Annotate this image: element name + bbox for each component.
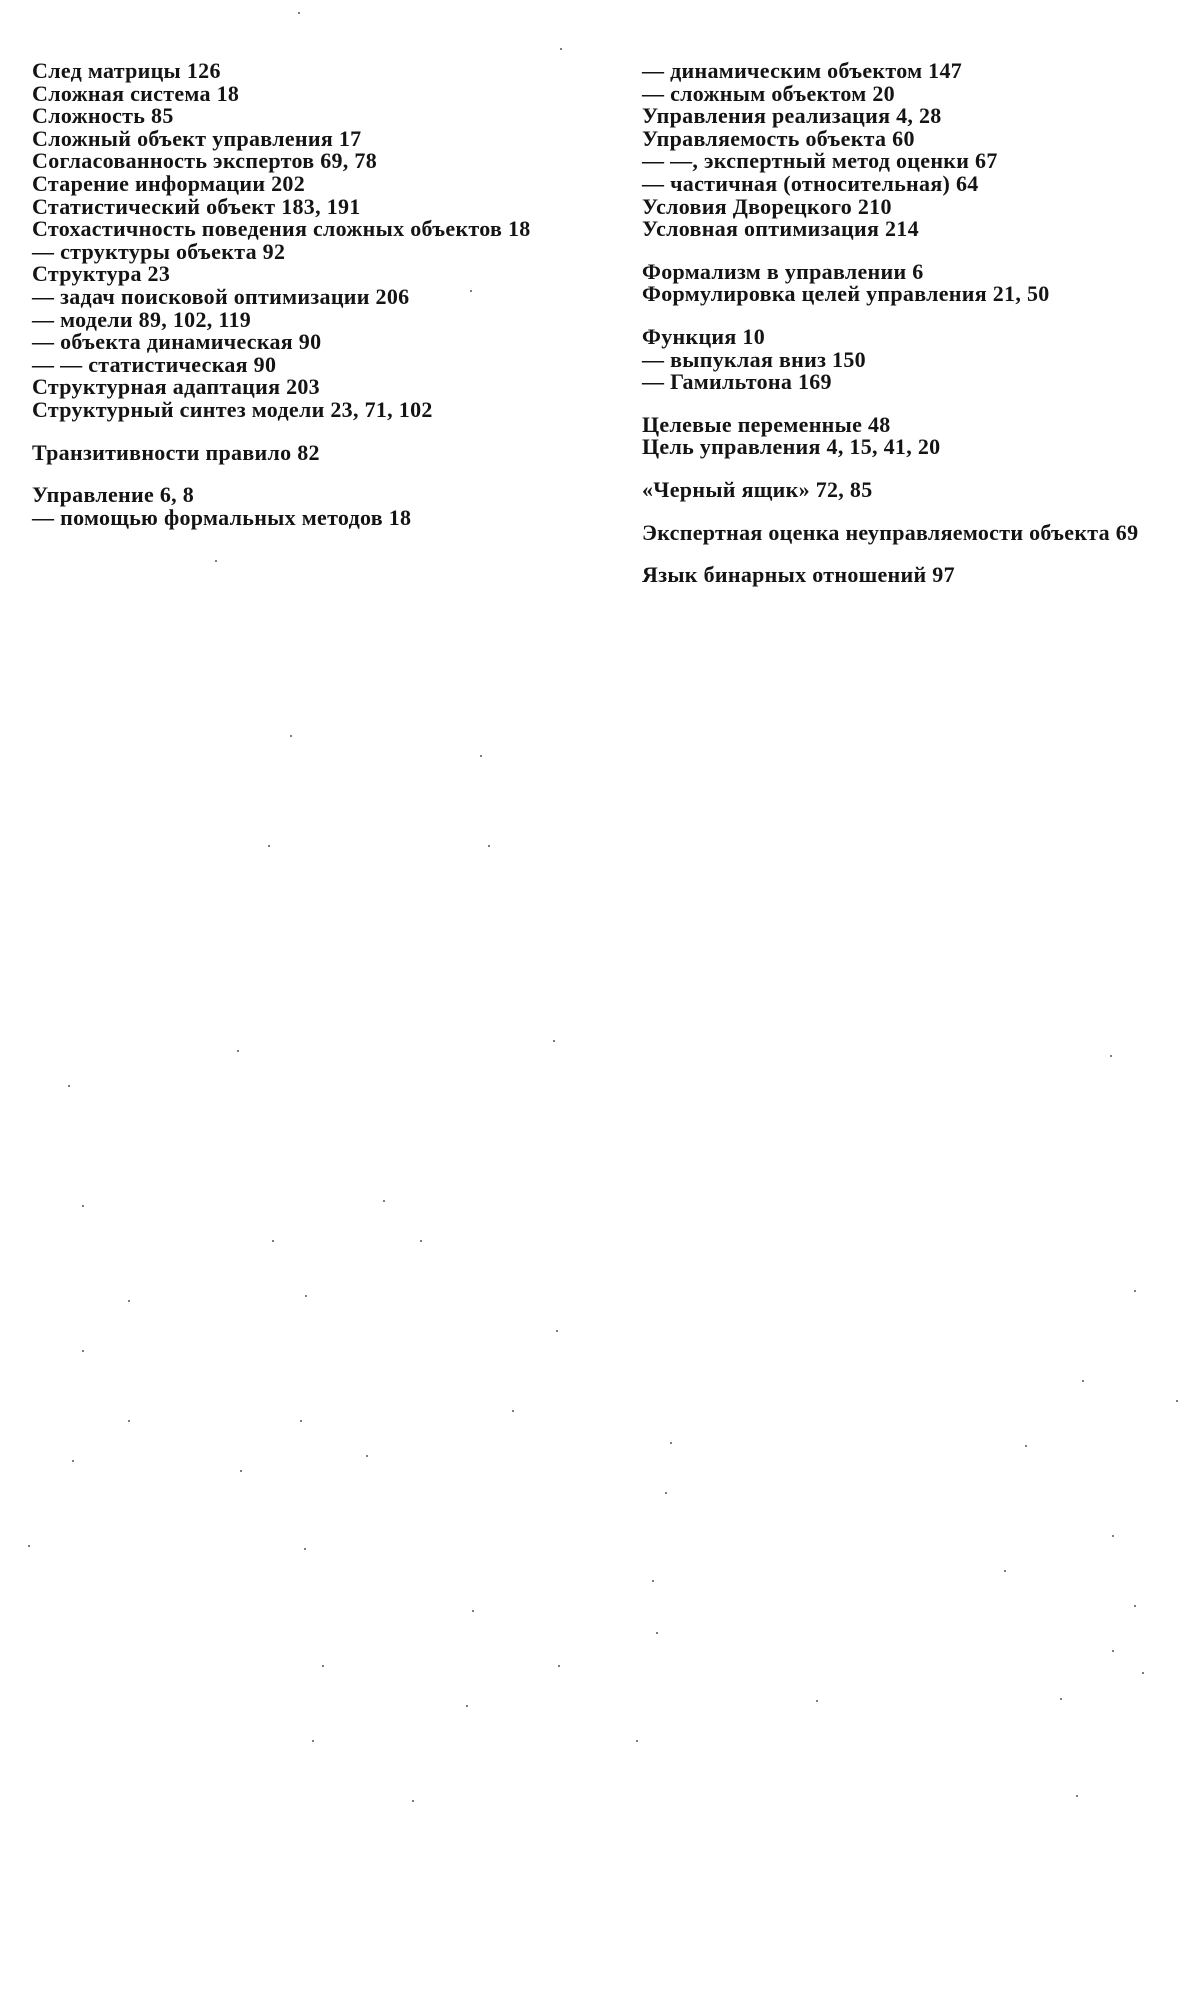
index-entry: Старение информации 202: [32, 170, 306, 196]
index-entry: — сложным объектом 20: [642, 80, 895, 106]
index-entry: След матрицы 126: [32, 58, 221, 83]
index-entry: — —, экспертный метод оценки 67: [642, 148, 998, 174]
scan-speck: [1110, 1055, 1112, 1057]
scan-speck: [466, 1705, 468, 1707]
scan-speck: [553, 1040, 555, 1042]
scan-speck: [816, 1700, 818, 1702]
scan-speck: [1134, 1605, 1136, 1607]
index-entry: — динамическим объектом 147: [642, 58, 963, 83]
scan-speck: [72, 1460, 74, 1462]
scan-speck: [268, 845, 270, 847]
scan-speck: [652, 1580, 654, 1582]
index-entry: Согласованность экспертов 69, 78: [32, 148, 377, 174]
index-entry: Экспертная оценка неуправляемости объекта 69: [642, 519, 1139, 545]
scan-speck: [82, 1350, 84, 1352]
scan-speck: [304, 1548, 306, 1550]
index-column-left: [32, 60, 552, 529]
scan-speck: [68, 1085, 70, 1087]
index-entry: — модели 89, 102, 119: [32, 306, 252, 332]
index-entry: Сложная система 18: [32, 80, 240, 106]
index-entry: Функция 10: [642, 323, 766, 349]
index-entry: Сложность 85: [32, 103, 174, 129]
scan-speck: [237, 1050, 239, 1052]
index-entry: Язык бинарных отношений 97: [642, 562, 955, 588]
index-entry: — помощью формальных методов 18: [32, 504, 412, 530]
scan-speck: [240, 1470, 242, 1472]
scan-speck: [420, 1240, 422, 1242]
scan-speck: [322, 1665, 324, 1667]
index-entry: Цель управления 4, 15, 41, 20: [642, 434, 941, 460]
scan-speck: [1112, 1535, 1114, 1537]
index-entry: «Черный ящик» 72, 85: [642, 476, 873, 502]
scan-speck: [1134, 1290, 1136, 1292]
index-entry: Структурная адаптация 203: [32, 374, 320, 400]
index-entry: Управляемость объекта 60: [642, 125, 915, 151]
scan-speck: [636, 1740, 638, 1742]
index-entry: Управления реализация 4, 28: [642, 103, 942, 129]
scan-speck: [28, 1545, 30, 1547]
index-entry: Структурный синтез модели 23, 71, 102: [32, 396, 433, 422]
scan-speck: [412, 1800, 414, 1802]
index-column-right: [642, 60, 1162, 587]
scan-speck: [300, 1420, 302, 1422]
scan-speck: [665, 1492, 667, 1494]
scan-speck: [560, 48, 562, 50]
index-entry: Формализм в управлении 6: [642, 258, 924, 284]
scan-speck: [488, 845, 490, 847]
index-entry: — объекта динамическая 90: [32, 329, 322, 355]
index-entry: Условная оптимизация 214: [642, 216, 919, 242]
scan-speck: [670, 1442, 672, 1444]
scan-speck: [383, 1200, 385, 1202]
index-entry: — задач поисковой оптимизации 206: [32, 283, 410, 309]
index-entry: Стохастичность поведения сложных объектов 18: [32, 216, 531, 242]
index-entry: Транзитивности правило 82: [32, 439, 320, 465]
index-entry: Сложный объект управления 17: [32, 125, 362, 151]
scan-speck: [1076, 1795, 1078, 1797]
index-entry: Статистический объект 183, 191: [32, 193, 361, 219]
scan-speck: [656, 1632, 658, 1634]
scan-speck: [1025, 1445, 1027, 1447]
scan-speck: [312, 1740, 314, 1742]
index-entry: Формулировка целей управления 21, 50: [642, 281, 1050, 307]
scan-speck: [128, 1300, 130, 1302]
scan-speck: [82, 1205, 84, 1207]
index-entry: — частичная (относительная) 64: [642, 170, 979, 196]
scan-speck: [472, 1610, 474, 1612]
scan-speck: [1082, 1380, 1084, 1382]
index-entry: Структура 23: [32, 261, 171, 287]
scan-speck: [512, 1410, 514, 1412]
scan-speck: [298, 12, 300, 14]
index-entry: — структуры объекта 92: [32, 238, 286, 264]
scan-speck: [272, 1240, 274, 1242]
scan-speck: [1176, 1400, 1178, 1402]
scan-speck: [290, 735, 292, 737]
scan-speck: [480, 755, 482, 757]
index-entry: — выпуклая вниз 150: [642, 346, 866, 372]
index-entry: Условия Дворецкого 210: [642, 193, 892, 219]
scan-speck: [128, 1420, 130, 1422]
scan-speck: [215, 560, 217, 562]
scan-speck: [1004, 1570, 1006, 1572]
scan-speck: [305, 1295, 307, 1297]
scan-speck: [1060, 1698, 1062, 1700]
index-entry: Целевые переменные 48: [642, 411, 891, 437]
scan-speck: [558, 1665, 560, 1667]
index-entry: — Гамильтона 169: [642, 369, 832, 395]
scan-speck: [470, 290, 472, 292]
scan-speck: [1142, 1672, 1144, 1674]
scan-speck: [366, 1455, 368, 1457]
index-entry: — — статистическая 90: [32, 351, 277, 377]
scan-speck: [1112, 1650, 1114, 1652]
scan-speck: [556, 1330, 558, 1332]
index-entry: Управление 6, 8: [32, 482, 195, 508]
